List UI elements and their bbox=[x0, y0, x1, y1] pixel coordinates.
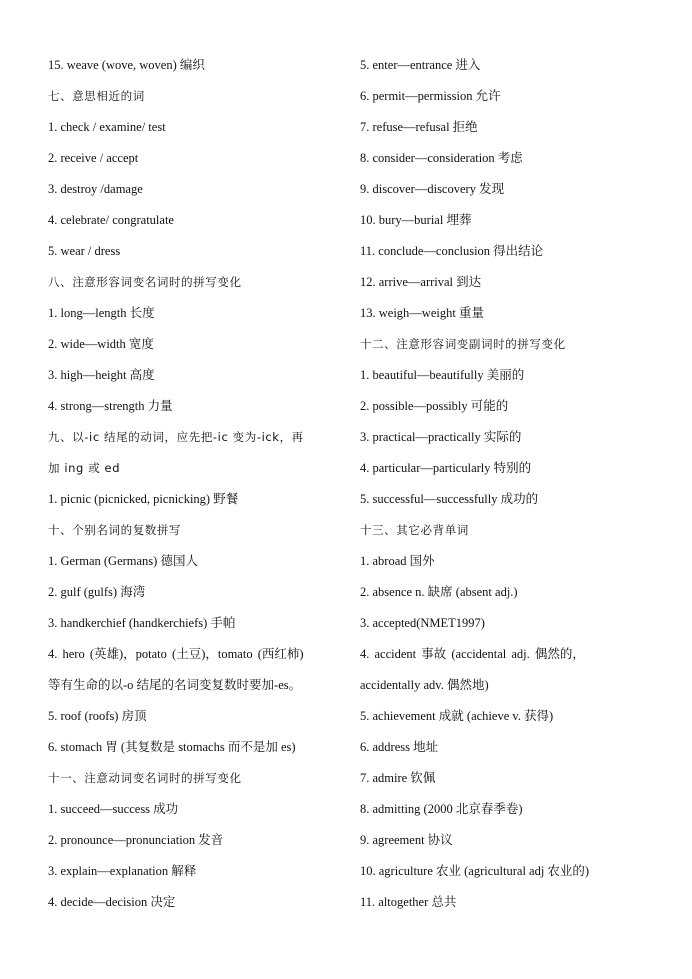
list-item: 2. pronounce—pronunciation 发音 bbox=[48, 833, 224, 847]
list-item: 8. consider—consideration 考虑 bbox=[360, 151, 523, 165]
list-item: 10. bury—burial 埋葬 bbox=[360, 213, 472, 227]
left-column bbox=[48, 51, 348, 919]
section-heading: 九、以-ic 结尾的动词，应先把-ic 变为-ick，再 bbox=[48, 430, 304, 444]
list-item: 3. practical—practically 实际的 bbox=[360, 430, 522, 444]
list-item: 1. picnic (picnicked, picnicking) 野餐 bbox=[48, 492, 239, 506]
list-item: 9. discover—discovery 发现 bbox=[360, 182, 505, 196]
list-item: 3. high—height 高度 bbox=[48, 368, 155, 382]
list-item: 12. arrive—arrival 到达 bbox=[360, 275, 482, 289]
list-item: 4. accident 事故 (accidental adj. 偶然的， bbox=[360, 647, 585, 661]
list-item: 4. hero (英雄)，potato (土豆)，tomato (西红柿) bbox=[48, 647, 304, 661]
list-item: 6. address 地址 bbox=[360, 740, 439, 754]
list-item: 5. successful—successfully 成功的 bbox=[360, 492, 539, 506]
list-item-continued: accidentally adv. 偶然地) bbox=[360, 678, 489, 692]
list-item: 2. wide—width 宽度 bbox=[48, 337, 154, 351]
list-item-continued: 等有生命的以-o 结尾的名词变复数时要加-es。 bbox=[48, 678, 302, 692]
section-heading: 八、注意形容词变名词时的拼写变化 bbox=[48, 275, 242, 289]
list-item: 3. destroy /damage bbox=[48, 182, 143, 196]
list-item: 3. handkerchief (handkerchiefs) 手帕 bbox=[48, 616, 236, 630]
list-item: 6. permit—permission 允许 bbox=[360, 89, 501, 103]
list-item: 10. agriculture 农业 (agricultural adj 农业的) bbox=[360, 864, 590, 878]
list-item: 5. wear / dress bbox=[48, 244, 121, 258]
section-heading-continued: 加 ing 或 ed bbox=[48, 461, 121, 475]
list-item: 13. weigh—weight 重量 bbox=[360, 306, 484, 320]
list-item: 7. admire 钦佩 bbox=[360, 771, 436, 785]
list-item: 8. admitting (2000 北京春季卷) bbox=[360, 802, 523, 816]
list-item: 3. accepted(NMET1997) bbox=[360, 616, 485, 630]
list-item: 6. stomach 胃 (其复数是 stomachs 而不是加 es) bbox=[48, 740, 296, 754]
list-item: 7. refuse—refusal 拒绝 bbox=[360, 120, 478, 134]
list-item: 2. receive / accept bbox=[48, 151, 139, 165]
list-item: 1. long—length 长度 bbox=[48, 306, 155, 320]
list-item: 1. beautiful—beautifully 美丽的 bbox=[360, 368, 525, 382]
list-item: 4. particular—particularly 特别的 bbox=[360, 461, 532, 475]
list-item: 11. altogether 总共 bbox=[360, 895, 457, 909]
list-item: 4. celebrate/ congratulate bbox=[48, 213, 174, 227]
list-item: 9. agreement 协议 bbox=[360, 833, 453, 847]
section-heading: 十一、注意动词变名词时的拼写变化 bbox=[48, 771, 242, 785]
list-item: 1. succeed—success 成功 bbox=[48, 802, 179, 816]
section-heading: 十三、其它必背单词 bbox=[360, 523, 469, 537]
section-heading: 十二、注意形容词变副词时的拼写变化 bbox=[360, 337, 566, 351]
list-item: 4. decide—decision 决定 bbox=[48, 895, 176, 909]
list-item: 2. gulf (gulfs) 海湾 bbox=[48, 585, 146, 599]
list-item: 2. possible—possibly 可能的 bbox=[360, 399, 509, 413]
section-heading: 七、意思相近的词 bbox=[48, 89, 145, 103]
list-item: 1. check / examine/ test bbox=[48, 120, 166, 134]
list-item: 3. explain—explanation 解释 bbox=[48, 864, 197, 878]
list-item: 5. enter—entrance 进入 bbox=[360, 58, 481, 72]
list-item: 11. conclude—conclusion 得出结论 bbox=[360, 244, 544, 258]
list-item: 1. abroad 国外 bbox=[360, 554, 435, 568]
list-item: 5. roof (roofs) 房顶 bbox=[48, 709, 147, 723]
list-item: 2. absence n. 缺席 (absent adj.) bbox=[360, 585, 518, 599]
list-item: 15. weave (wove, woven) 编织 bbox=[48, 58, 205, 72]
list-item: 1. German (Germans) 德国人 bbox=[48, 554, 198, 568]
list-item: 5. achievement 成就 (achieve v. 获得) bbox=[360, 709, 554, 723]
right-column bbox=[360, 51, 650, 919]
section-heading: 十、个别名词的复数拼写 bbox=[48, 523, 182, 537]
list-item: 4. strong—strength 力量 bbox=[48, 399, 173, 413]
